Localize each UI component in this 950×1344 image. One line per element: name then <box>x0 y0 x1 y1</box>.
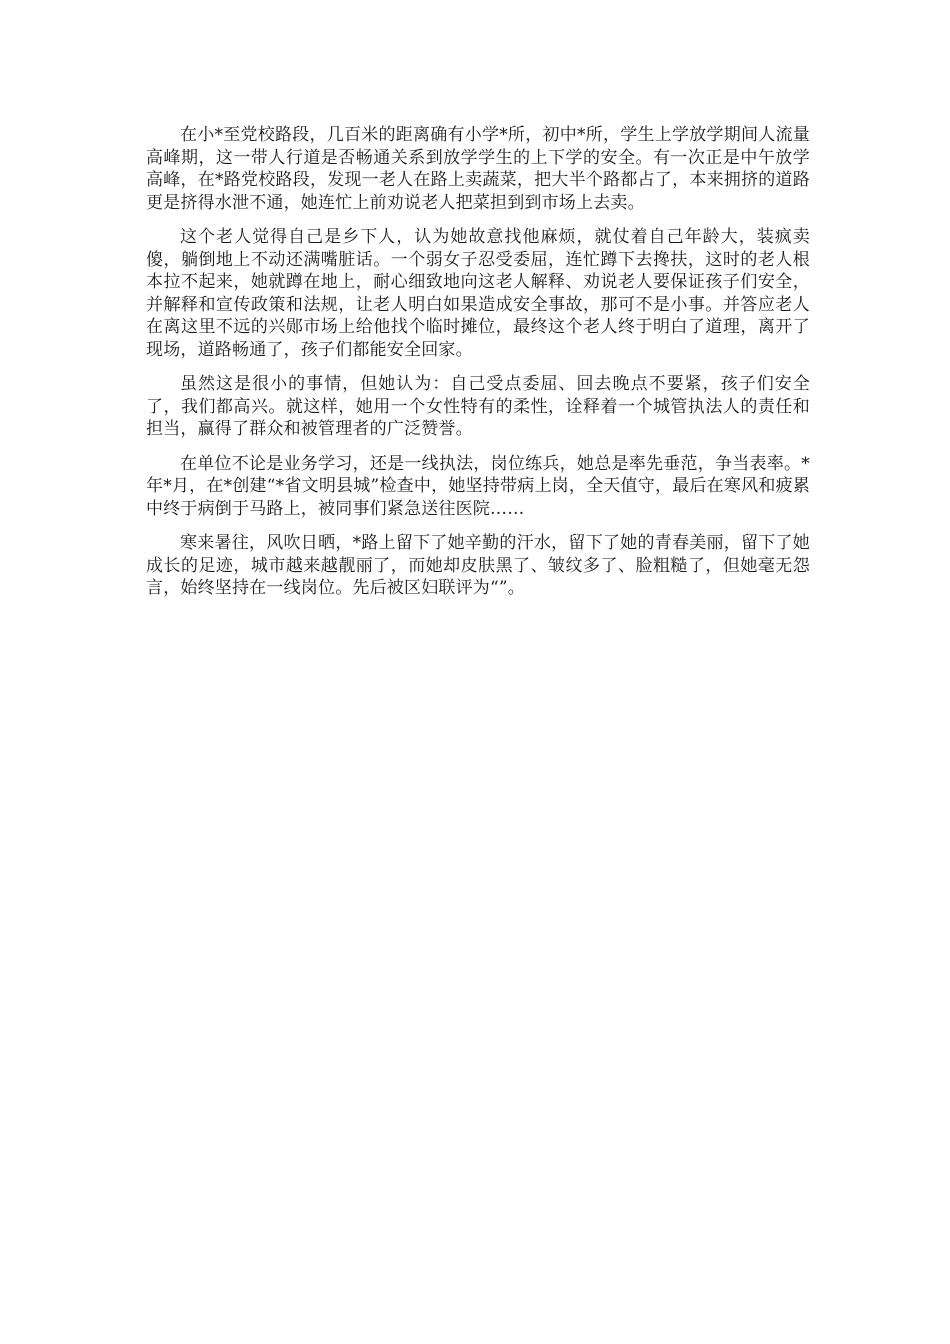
paragraph: 寒来暑往，风吹日晒，*路上留下了她辛勤的汗水，留下了她的青春美丽，留下了她成长的足迹，城市越来越靓丽了，而她却皮肤黑了、皱纹多了、脸粗糙了，但她毫无怨言，始终坚持在一线岗位。先后被区妇联评为“”。 <box>146 533 810 598</box>
paragraph: 在小*至党校路段，几百米的距离确有小学*所，初中*所，学生上学放学期间人流量高峰期，这一带人行道是否畅通关系到放学学生的上下学的安全。有一次正是中午放学高峰，在*路党校路段，发现一老人在路上卖蔬菜，把大半个路都占了，本来拥挤的道路更是挤得水泄不通，她连忙上前劝说老人把菜担到到市场上去卖。 <box>146 125 810 213</box>
document-body <box>146 124 810 612</box>
paragraph: 这个老人觉得自己是乡下人，认为她故意找他麻烦，就仗着自己年龄大，装疯卖傻，躺倒地上不动还满嘴脏话。一个弱女子忍受委屈，连忙蹲下去搀扶，这时的老人根本拉不起来，她就蹲在地上，耐心细致地向这老人解释、劝说老人要保证孩子们安全，并解释和宣传政策和法规，让老人明白如果造成安全事故，那可不是小事。并答应老人在离这里不远的兴郧市场上给他找个临时摊位，最终这个老人终于明白了道理，离开了现场，道路畅通了，孩子们都能安全回家。 <box>146 227 810 360</box>
paragraph: 虽然这是很小的事情，但她认为：自己受点委屈、回去晚点不要紧，孩子们安全了，我们都高兴。就这样，她用一个女性特有的柔性，诠释着一个城管执法人的责任和担当，赢得了群众和被管理者的广泛赞誉。 <box>146 374 810 439</box>
paragraph: 在单位不论是业务学习，还是一线执法，岗位练兵，她总是率先垂范，争当表率。*年*月，在*创建“*省文明县城”检查中，她坚持带病上岗，全天值守，最后在寒风和疲累中终于病倒于马路上，被同事们紧急送往医院…… <box>146 453 810 519</box>
